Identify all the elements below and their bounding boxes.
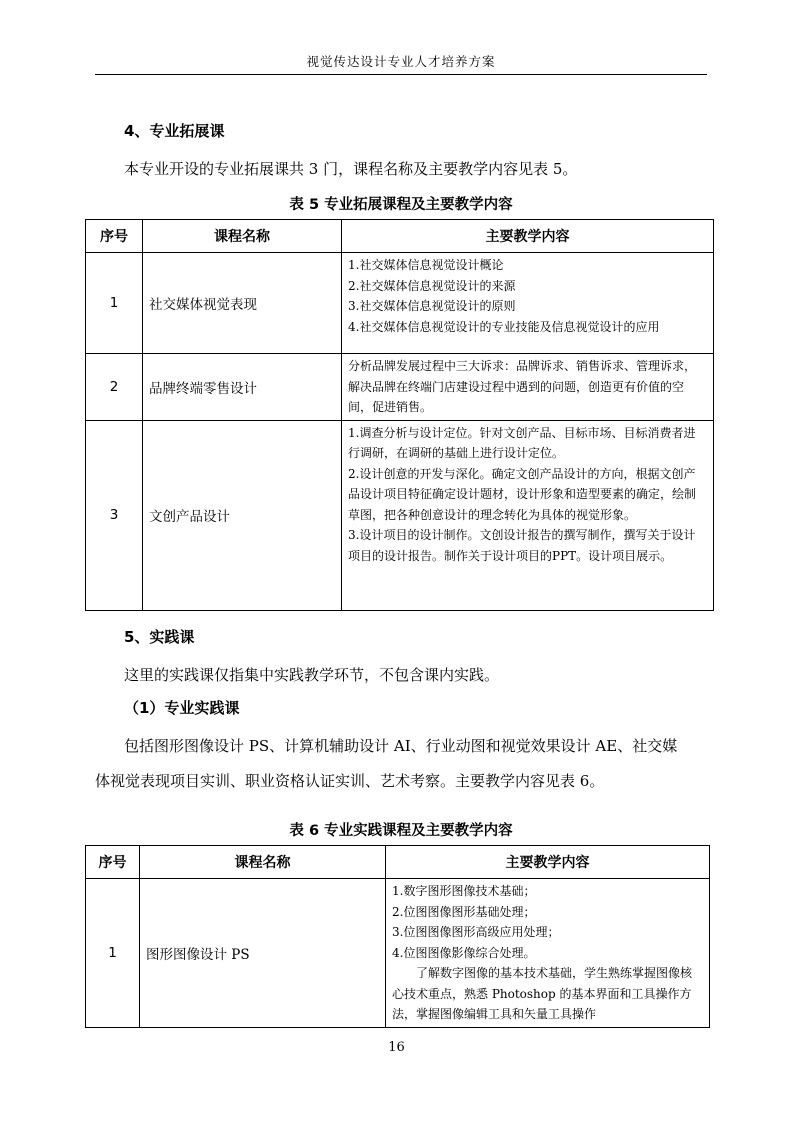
table5-col-content: 主要教学内容 [342,220,714,253]
course-content [342,354,714,421]
page-number: 16 [388,1040,405,1055]
section5-sub-intro-2: 体视觉表现项目实训、职业资格认证实训、艺术考察。主要教学内容见表 6。 [95,772,605,790]
header-rule [95,74,707,75]
table5-col-num: 序号 [86,220,143,253]
table6-col-num: 序号 [86,846,140,879]
table6-header-row [86,846,710,879]
table-row [86,253,714,354]
content-line: 4.位图图像影像综合处理。 [392,945,536,960]
content-line: 分析品牌发展过程中三大诉求：品牌诉求、销售诉求、管理诉求，解决品牌在终端门店建设过程中遇到的问题，创造更有价值的空间，促进销售。 [348,359,697,414]
table5-col-name: 课程名称 [143,220,342,253]
content-line: 1.调查分析与设计定位。针对文创产品、目标市场、目标消费者进行调研，在调研的基础上进行设计定位。 [348,425,696,460]
course-name: 品牌终端零售设计 [143,354,342,421]
page-header: 视觉传达设计专业人才培养方案 [306,54,496,69]
section5-sub-intro-1: 包括图形图像设计 PS、计算机辅助设计 AI、行业动图和视觉效果设计 AE、社交媒 [124,737,678,755]
content-line: 1.数字图形图像技术基础； [392,884,536,898]
table6-col-content: 主要教学内容 [386,846,710,879]
table6 [85,845,710,1028]
section5-heading: 5、实践课 [124,628,195,646]
table5 [85,219,714,611]
content-line: 3.位图图像图形高级应用处理； [392,925,560,939]
content-line: 3.设计项目的设计制作。文创设计报告的撰写制作，撰写关于设计项目的设计报告。制作关于设计项目的PPT。设计项目展示。 [348,528,696,563]
table-row [86,354,714,421]
table-row [86,879,710,1028]
section4-intro: 本专业开设的专业拓展课共 3 门，课程名称及主要教学内容见表 5。 [124,160,578,178]
content-line: 2.位图图像图形基础处理； [392,904,536,919]
row-num: 3 [86,420,143,610]
course-name: 文创产品设计 [143,420,342,610]
course-name: 社交媒体视觉表现 [143,253,342,354]
section4-heading: 4、专业拓展课 [124,122,225,140]
table-row [86,420,714,610]
table5-header-row [86,220,714,253]
course-content [342,253,714,354]
content-line: 1.社交媒体信息视觉设计概论 [348,258,504,272]
content-line: 3.社交媒体信息视觉设计的原则 [348,299,516,313]
section5-intro: 这里的实践课仅指集中实践教学环节，不包含课内实践。 [124,666,500,684]
course-content [342,420,714,610]
course-content [386,879,710,1028]
content-paragraph: 了解数字图像的基本技术基础，学生熟练掌握图像核心技术重点，熟悉 Photoshop 的基本界面和工具操作方法，掌握图像编辑工具和矢量工具操作 [392,966,693,1021]
table6-col-name: 课程名称 [140,846,386,879]
content-line: 2.社交媒体信息视觉设计的来源 [348,278,516,293]
section5-sub-heading: （1）专业实践课 [124,699,240,717]
course-name: 图形图像设计 PS [140,879,386,1028]
table5-caption: 表 5 专业拓展课程及主要教学内容 [289,197,513,213]
row-num: 1 [86,879,140,1028]
content-line: 4.社交媒体信息视觉设计的专业技能及信息视觉设计的应用 [348,319,660,334]
content-line: 2.设计创意的开发与深化。确定文创产品设计的方向，根据文创产品设计项目特征确定设计题材，设计形象和造型要素的确定，绘制草图，把各种创意设计的理念转化为具体的视觉形象。 [348,466,697,522]
row-num: 1 [86,253,143,354]
table6-caption: 表 6 专业实践课程及主要教学内容 [289,823,513,839]
row-num: 2 [86,354,143,421]
